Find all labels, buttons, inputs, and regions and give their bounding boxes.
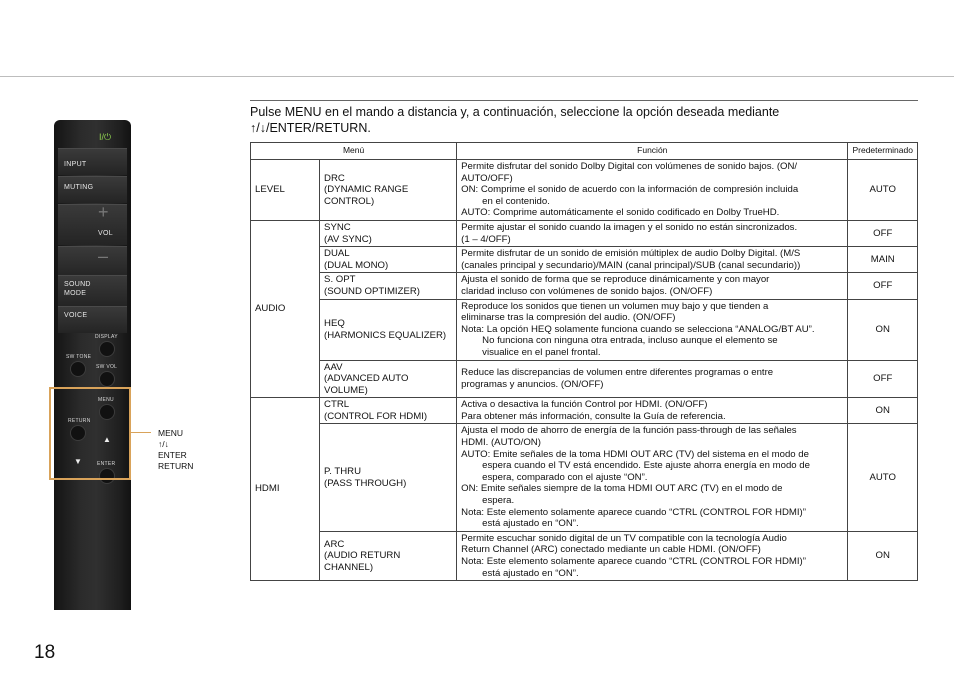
intro-text (250, 104, 918, 136)
function-text-line: eliminarse tras la compresión del audio. (ON/OFF) (461, 312, 676, 324)
intro-line-1: Pulse MENU en el mando a distancia y, a continuación, seleccione la opción deseada mediante (250, 105, 780, 119)
menu-item-line: AAV (324, 361, 343, 373)
menu-item-line: ARC (324, 538, 345, 550)
table-header-row (251, 143, 918, 160)
function-text-line: Nota: La opción HEQ solamente funciona cuando se selecciona “ANALOG/BT AU”. (461, 323, 815, 335)
table-row (251, 220, 918, 246)
function-text-line: HDMI. (AUTO/ON) (461, 437, 541, 449)
menu-item-cell (320, 398, 457, 424)
menu-item-cell (320, 160, 457, 221)
power-icon: I/⏻ (99, 132, 112, 142)
default-value-cell: AUTO (848, 160, 918, 221)
down-arrow-icon: ▼ (74, 457, 82, 466)
function-text-line: visualice en el panel frontal. (482, 346, 601, 358)
function-text-line: AUTO: Emite señales de la toma HDMI OUT ARC (TV) del sistema en el modo de (461, 448, 809, 460)
display-button (99, 341, 115, 357)
menu-item-cell (320, 247, 457, 273)
vol-down-button (58, 246, 127, 277)
function-text-line: Reduce las discrepancias de volumen entre diferentes programas o entre (461, 367, 774, 379)
function-text-line: ON: Emite señales siempre de la toma HDMI OUT ARC (TV) en el modo de (461, 483, 783, 495)
vol-up-button (58, 204, 127, 245)
function-text-line: en el contenido. (482, 195, 550, 207)
menu-item-line: (HARMONICS EQUALIZER) (324, 329, 447, 341)
table-row (251, 398, 918, 424)
function-cell (457, 398, 848, 424)
function-cell (457, 220, 848, 246)
menu-item-line: CTRL (324, 399, 350, 411)
menu-item-line: DUAL (324, 248, 350, 260)
up-arrow-icon: ▲ (103, 435, 111, 444)
menu-item-line: P. THRU (324, 466, 362, 478)
menu-item-line: (AV SYNC) (324, 233, 372, 245)
sound-mode-label-line2: MODE (64, 290, 87, 297)
function-text-line: Reproduce los sonidos que tienen un volumen muy bajo y que tienden a (461, 300, 769, 312)
callout-line (131, 432, 151, 433)
table-row (251, 247, 918, 273)
header-function: Función (457, 143, 848, 160)
return-label: RETURN (68, 418, 91, 424)
function-cell (457, 360, 848, 398)
remote-control-illustration (54, 120, 131, 610)
menu-item-cell (320, 220, 457, 246)
function-cell (457, 273, 848, 299)
default-value-cell: OFF (848, 360, 918, 398)
menu-item-line: (DYNAMIC RANGE (324, 184, 409, 196)
function-text-line: programas y anuncios. (ON/OFF) (461, 378, 604, 390)
menu-item-line: VOLUME) (324, 384, 368, 396)
sw-tone-label: SW TONE (66, 354, 92, 360)
menu-item-line: SYNC (324, 221, 351, 233)
function-text-line: Return Channel (ARC) conectado mediante un cable HDMI. (ON/OFF) (461, 544, 761, 556)
table-row (251, 531, 918, 580)
vol-label: VOL (98, 230, 113, 237)
function-text-line: Activa o desactiva la función Control por HDMI. (ON/OFF) (461, 399, 708, 411)
function-text-line: espera, comparado con el ajuste “ON”. (482, 471, 648, 483)
default-value-cell: OFF (848, 273, 918, 299)
menu-item-line: HEQ (324, 317, 345, 329)
sw-vol-label: SW VOL (96, 364, 118, 370)
function-text-line: Permite ajustar el sonido cuando la imagen y el sonido no están sincronizados. (461, 221, 798, 233)
sw-tone-button (70, 361, 86, 377)
menu-item-line: (ADVANCED AUTO (324, 373, 409, 385)
menu-group-cell: HDMI (251, 398, 320, 581)
function-text-line: Ajusta el sonido de forma que se reproduce dinámicamente y con mayor (461, 274, 770, 286)
header-rule (0, 76, 954, 77)
input-label: INPUT (64, 161, 87, 168)
function-text-line: AUTO/OFF) (461, 172, 513, 184)
remote-callout (158, 428, 193, 472)
table-body (251, 160, 918, 581)
menu-label: MENU (98, 397, 114, 403)
muting-label: MUTING (64, 184, 94, 191)
function-cell (457, 299, 848, 360)
menu-item-line: S. OPT (324, 274, 356, 286)
header-default: Predeterminado (848, 143, 918, 160)
function-text-line: Para obtener más información, consulte la Guía de referencia. (461, 410, 726, 422)
function-cell (457, 531, 848, 580)
menu-item-line: (SOUND OPTIMIZER) (324, 285, 420, 297)
menu-item-line: CONTROL) (324, 195, 375, 207)
function-cell (457, 160, 848, 221)
function-text-line: espera. (482, 495, 515, 507)
menu-item-cell (320, 424, 457, 531)
menu-item-cell (320, 531, 457, 580)
callout-enter: ENTER (158, 450, 187, 460)
function-text-line: Permite escuchar sonido digital de un TV compatible con la tecnología Audio (461, 532, 787, 544)
menu-group-cell: LEVEL (251, 160, 320, 221)
menu-item-line: (PASS THROUGH) (324, 477, 407, 489)
function-text-line: (1 – 4/OFF) (461, 233, 511, 245)
display-label: DISPLAY (95, 334, 118, 340)
default-value-cell: MAIN (848, 247, 918, 273)
table-row (251, 273, 918, 299)
table-row (251, 360, 918, 398)
table-row (251, 299, 918, 360)
function-text-line: claridad incluso con volúmenes de sonido bajos. (ON/OFF) (461, 285, 713, 297)
sound-mode-label-line1: SOUND (64, 281, 91, 288)
function-text-line: Permite disfrutar de un sonido de emisión múltiplex de audio Dolby Digital. (M/S (461, 248, 801, 260)
page-number: 18 (34, 642, 56, 663)
menu-item-cell (320, 360, 457, 398)
remote-highlight-box (49, 387, 131, 480)
settings-menu-table (250, 142, 918, 581)
menu-item-cell (320, 299, 457, 360)
function-text-line: Nota: Este elemento solamente aparece cuando “CTRL (CONTROL FOR HDMI)” (461, 556, 806, 567)
function-text-line: No funciona con ninguna otra entrada, incluso aunque el elemento se (482, 335, 778, 347)
function-text-line: (canales principal y secundario)/MAIN (canal principal)/SUB (canal secundario)) (461, 259, 801, 271)
function-cell (457, 247, 848, 273)
default-value-cell: ON (848, 398, 918, 424)
enter-label: ENTER (97, 461, 116, 467)
callout-return: RETURN (158, 461, 194, 471)
menu-group-cell: AUDIO (251, 220, 320, 397)
table-row (251, 160, 918, 221)
function-text-line: espera cuando el TV está encendido. Este ajuste ahorra energía en modo de (482, 460, 810, 472)
function-text-line: está ajustado en “ON”. (482, 518, 579, 530)
table-row (251, 424, 918, 531)
function-text-line: Ajusta el modo de ahorro de energía de la función pass-through de las señales (461, 425, 797, 437)
header-menu: Menú (251, 143, 457, 160)
plus-icon: + (98, 202, 109, 222)
function-cell (457, 424, 848, 531)
function-text-line: está ajustado en “ON”. (482, 567, 579, 579)
intro-line-2: ↑/↓/ENTER/RETURN. (250, 121, 371, 135)
default-value-cell: AUTO (848, 424, 918, 531)
content-top-rule (250, 100, 918, 101)
sw-vol-button (99, 371, 115, 387)
menu-item-line: (DUAL MONO) (324, 259, 389, 271)
menu-item-line: (AUDIO RETURN (324, 550, 401, 562)
voice-label: VOICE (64, 312, 88, 319)
menu-item-line: CHANNEL) (324, 561, 374, 573)
default-value-cell: OFF (848, 220, 918, 246)
default-value-cell: ON (848, 531, 918, 580)
function-text-line: Permite disfrutar del sonido Dolby Digital con volúmenes de sonido bajos. (ON/ (461, 161, 798, 172)
menu-item-line: (CONTROL FOR HDMI) (324, 410, 428, 422)
function-text-line: Nota: Este elemento solamente aparece cuando “CTRL (CONTROL FOR HDMI)” (461, 506, 806, 518)
callout-menu: MENU (158, 428, 184, 438)
default-value-cell: ON (848, 299, 918, 360)
callout-arrows: ↑/↓ (158, 439, 169, 449)
menu-item-cell (320, 273, 457, 299)
minus-icon: – (98, 246, 109, 266)
function-text-line: ON: Comprime el sonido de acuerdo con la información de compresión incluida (461, 184, 799, 196)
menu-item-line: DRC (324, 172, 345, 184)
function-text-line: AUTO: Comprime automáticamente el sonido codificado en Dolby TrueHD. (461, 207, 780, 219)
